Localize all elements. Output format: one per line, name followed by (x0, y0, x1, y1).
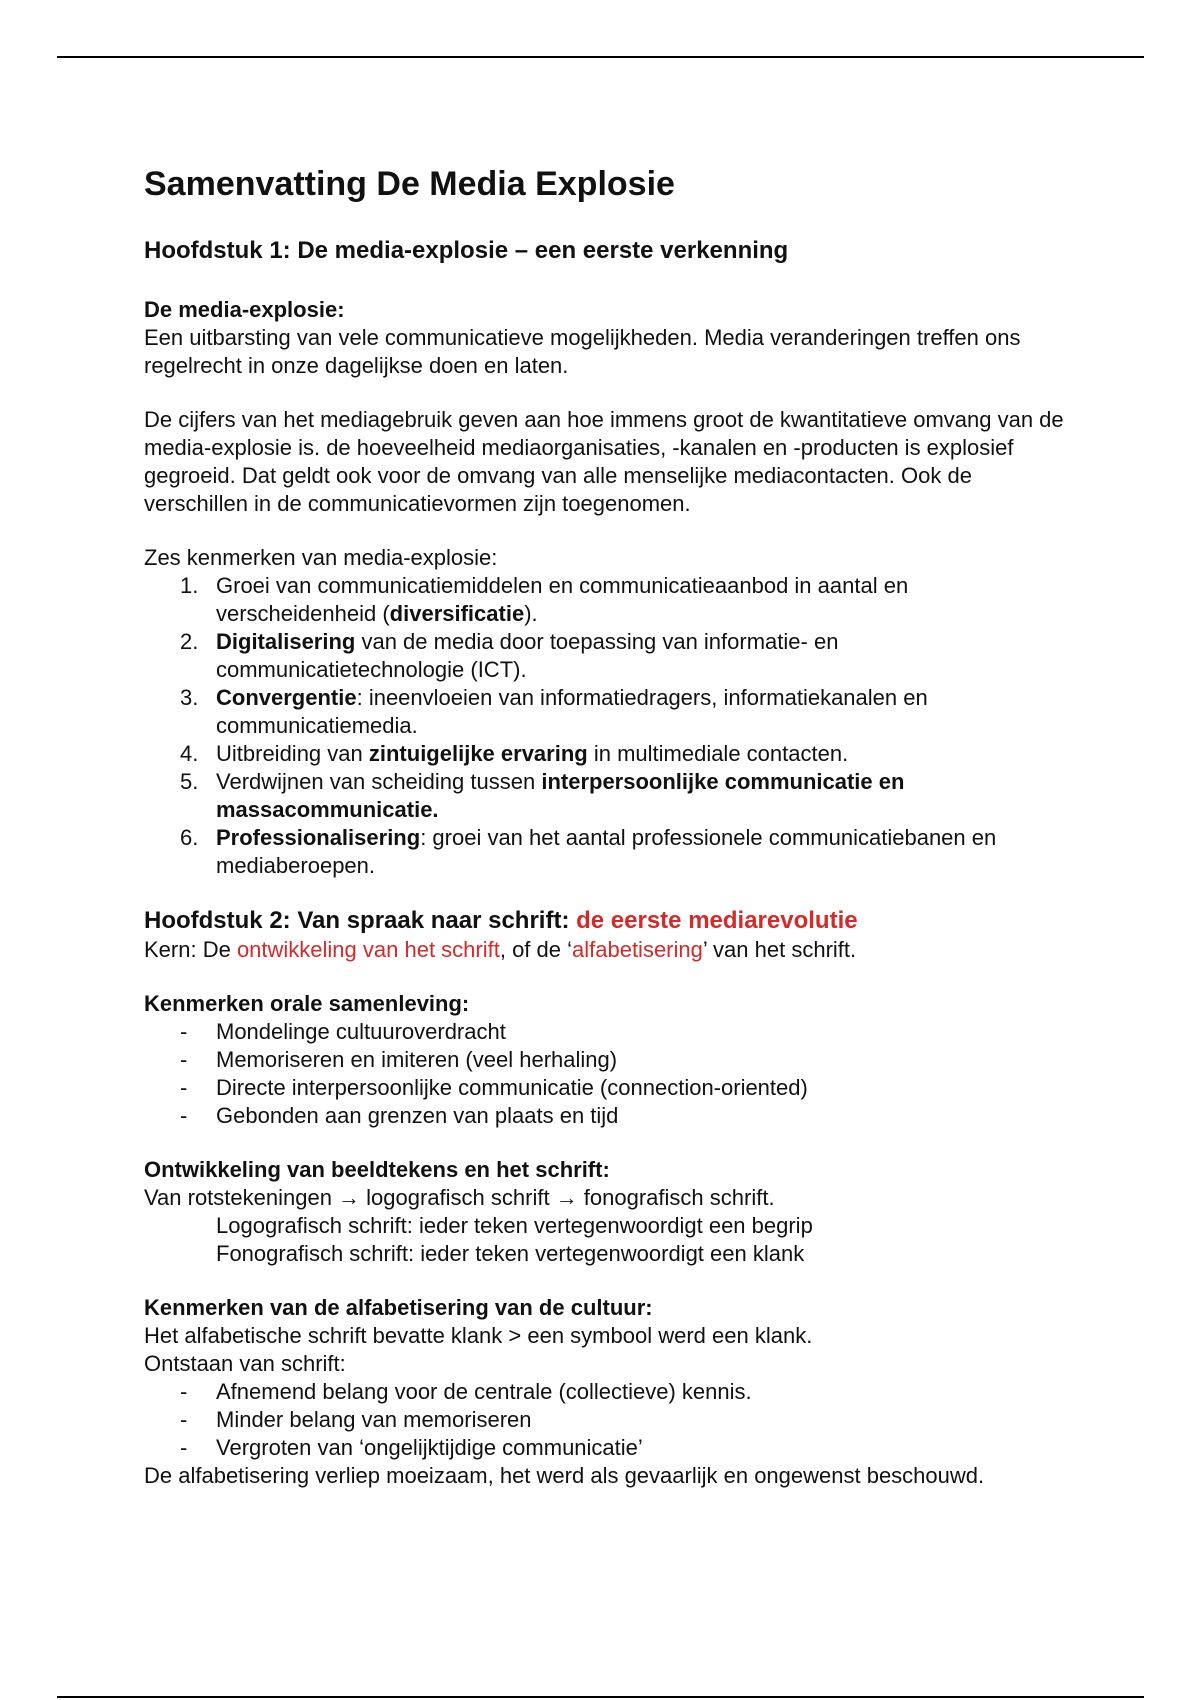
list-item: 3. Convergentie: ineenvloeien van informatiedragers, informatiekanalen en communicatiemedia. (180, 685, 928, 738)
writing-development-line: Van rotstekeningen → logografisch schrift → fonografisch schrift. (144, 1185, 775, 1210)
list-item: - Memoriseren en imiteren (veel herhaling) (180, 1047, 618, 1072)
kenmerken-list (144, 572, 1064, 880)
chapter1-heading: Hoofdstuk 1: De media-explosie – een eerste verkenning (144, 237, 789, 264)
oral-society-title: Kenmerken orale samenleving: (144, 991, 470, 1016)
list-item: 5. Verdwijnen van scheiding tussen interpersoonlijke communicatie en massacommunicatie. (180, 769, 905, 822)
list-item: - Minder belang van memoriseren (180, 1407, 532, 1432)
list-item: 2. Digitalisering van de media door toepassing van informatie- en communicatietechnologie (ICT). (180, 629, 839, 682)
section-media-explosie-title: De media-explosie: (144, 297, 345, 322)
list-intro: Zes kenmerken van media-explosie: (144, 545, 498, 570)
alphabetization-title: Kenmerken van de alfabetisering van de cultuur: (144, 1295, 653, 1320)
list-item: - Gebonden aan grenzen van plaats en tijd (180, 1103, 619, 1128)
logographic-definition: Logografisch schrift: ieder teken vertegenwoordigt een begrip (216, 1213, 813, 1238)
list-item: 6. Professionalisering: groei van het aantal professionele communicatiebanen en mediaberoepen. (180, 825, 997, 878)
alphabetization-conclusion: De alfabetisering verliep moeizaam, het werd als gevaarlijk en ongewenst beschouwd. (144, 1463, 985, 1488)
list-item: - Afnemend belang voor de centrale (collectieve) kennis. (180, 1379, 752, 1404)
kern-line: Kern: De ontwikkeling van het schrift, of de ‘alfabetisering’ van het schrift. (144, 937, 857, 962)
alphabetization-list (144, 1378, 1064, 1462)
list-item: - Directe interpersoonlijke communicatie (connection-oriented) (180, 1075, 808, 1100)
document-title: Samenvatting De Media Explosie (144, 165, 675, 203)
list-item: - Mondelinge cultuuroverdracht (180, 1019, 506, 1044)
section-media-explosie-text: Een uitbarsting van vele communicatieve mogelijkheden. Media veranderingen treffen ons regelrecht in onze dagelijkse doen en laten. (144, 325, 1021, 378)
list-item: 4. Uitbreiding van zintuigelijke ervaring in multimediale contacten. (180, 741, 849, 766)
alphabetization-line2: Ontstaan van schrift: (144, 1351, 346, 1376)
list-item: 1. Groei van communicatiemiddelen en communicatieaanbod in aantal en verscheidenheid (diversificatie). (180, 573, 909, 626)
top-rule (57, 56, 1144, 58)
writing-development-title: Ontwikkeling van beeldtekens en het schrift: (144, 1157, 610, 1182)
document-body (144, 164, 1064, 1490)
bottom-rule (57, 1696, 1144, 1698)
media-usage-paragraph: De cijfers van het mediagebruik geven aan hoe immens groot de kwantitatieve omvang van de media-explosie is. de hoeveelheid mediaorganisaties, -kanalen en -producten is explosief gegroeid. Dat geldt ook voor de omvang van alle menselijke mediacontacten. Ook de verschillen in de communicatievormen zijn toegenomen. (144, 407, 1064, 516)
alphabetization-line1: Het alfabetische schrift bevatte klank > een symbool werd een klank. (144, 1323, 813, 1348)
phonographic-definition: Fonografisch schrift: ieder teken vertegenwoordigt een klank (216, 1241, 805, 1266)
oral-society-list (144, 1018, 1064, 1130)
chapter2-heading: Hoofdstuk 2: Van spraak naar schrift: de eerste mediarevolutie (144, 907, 858, 934)
list-item: - Vergroten van ‘ongelijktijdige communicatie’ (180, 1435, 643, 1460)
